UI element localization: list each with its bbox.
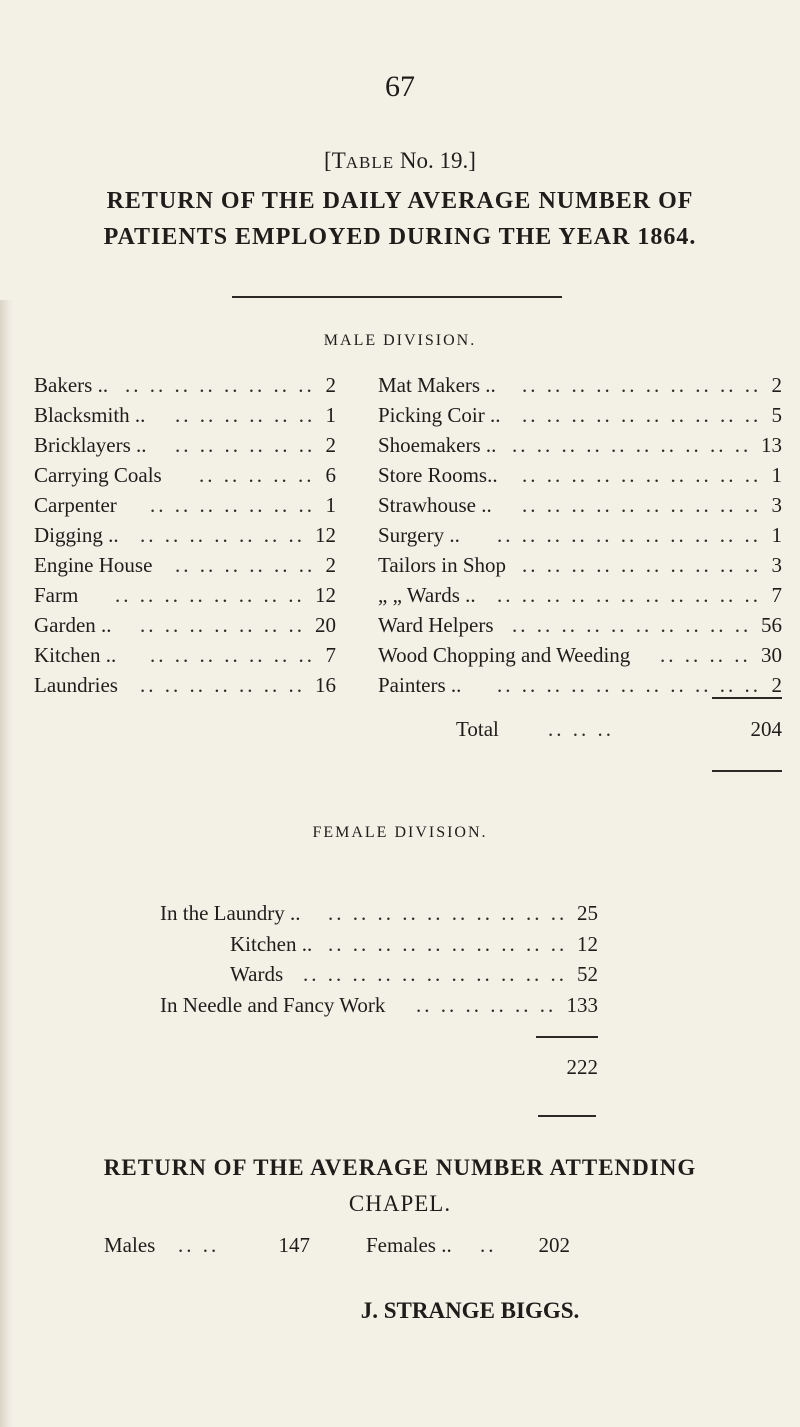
male-left-row <box>34 370 336 400</box>
total-upper-rule <box>712 697 782 699</box>
male-total-value: 204 <box>750 717 782 741</box>
chapel-attendance-row <box>0 1230 800 1260</box>
row-value: 2 <box>771 673 782 697</box>
chapel-females-value: 202 <box>538 1233 570 1257</box>
row-label: In the Laundry .. <box>160 901 301 925</box>
row-label: Painters .. <box>378 673 462 697</box>
chapel-males-dots: .. .. <box>178 1233 220 1257</box>
row-label: Wards <box>230 962 284 986</box>
title-divider <box>232 296 562 298</box>
leader-dots: .. .. .. .. .. .. .. <box>140 613 305 637</box>
row-value: 7 <box>771 583 782 607</box>
male-right-row <box>378 550 782 580</box>
chapel-heading-line-2: CHAPEL. <box>348 1191 452 1216</box>
row-label: Engine House <box>34 553 153 577</box>
row-value: 7 <box>325 643 336 667</box>
row-value: 1 <box>771 463 782 487</box>
row-value: 2 <box>325 433 336 457</box>
chapel-heading-line-1: RETURN OF THE AVERAGE NUMBER ATTENDING <box>103 1155 697 1180</box>
male-left-row <box>34 460 336 490</box>
leader-dots: .. .. .. .. .. .. .. .. .. .. .. <box>303 962 567 986</box>
chapel-males-value: 147 <box>278 1233 310 1257</box>
row-value: 12 <box>577 931 598 956</box>
chapel-males-label: Males <box>104 1233 156 1257</box>
female-total-value: 222 <box>566 1055 598 1079</box>
chapel-females-dots: .. <box>480 1233 497 1257</box>
leader-dots: .. .. .. .. .. .. .. .. .. .. <box>522 463 762 487</box>
row-label: Garden .. <box>34 613 112 637</box>
male-total-dots: .. .. .. <box>548 717 614 741</box>
row-value: 6 <box>325 463 336 487</box>
leader-dots: .. .. .. .. .. .. <box>175 433 316 457</box>
male-right-row <box>378 580 782 610</box>
leader-dots: .. .. .. .. .. .. .. .. .. .. <box>522 403 762 427</box>
row-label: Kitchen .. <box>230 931 313 956</box>
row-value: 2 <box>325 373 336 397</box>
male-left-row <box>34 400 336 430</box>
row-value: 16 <box>315 673 336 697</box>
leader-dots: .. .. .. .. .. .. .. .. .. .. <box>522 373 762 397</box>
row-label: Wood Chopping and Weeding <box>378 643 631 667</box>
leader-dots: .. .. .. .. .. .. .. .. .. .. .. <box>497 673 761 697</box>
leader-dots: .. .. .. .. .. .. <box>416 992 557 1017</box>
row-label: Carrying Coals <box>34 463 162 487</box>
male-left-row <box>34 430 336 460</box>
row-label: Shoemakers .. <box>378 433 497 457</box>
leader-dots: .. .. .. .. .. .. .. .. <box>125 373 315 397</box>
row-value: 12 <box>315 523 336 547</box>
male-left-row <box>34 550 336 580</box>
row-value: 20 <box>315 613 336 637</box>
female-total-upper-rule <box>536 1036 598 1038</box>
row-value: 2 <box>325 553 336 577</box>
row-value: 133 <box>566 992 598 1017</box>
row-label: Kitchen .. <box>34 643 117 667</box>
row-value: 12 <box>315 583 336 607</box>
male-right-row <box>378 460 782 490</box>
male-right-row <box>378 520 782 550</box>
row-label: Blacksmith .. <box>34 403 146 427</box>
male-right-row <box>378 430 782 460</box>
row-label: Digging .. <box>34 523 119 547</box>
male-left-row <box>34 640 336 670</box>
chapel-females-label: Females .. <box>366 1233 452 1257</box>
leader-dots: .. .. .. .. .. .. .. .. .. .. <box>512 613 752 637</box>
row-label: Laundries <box>34 673 118 697</box>
male-right-row <box>378 610 782 640</box>
row-label: Mat Makers .. <box>378 373 496 397</box>
female-row <box>230 959 598 989</box>
male-left-row <box>34 490 336 520</box>
leader-dots: .. .. .. .. .. .. .. .. .. .. <box>328 901 568 925</box>
male-total-label: Total <box>456 717 499 741</box>
row-label: Store Rooms.. <box>378 463 498 487</box>
row-value: 25 <box>577 901 598 925</box>
female-row <box>160 990 598 1020</box>
row-label: Bakers .. <box>34 373 109 397</box>
leader-dots: .. .. .. .. .. .. .. .. .. .. <box>522 493 762 517</box>
male-right-row <box>378 670 782 700</box>
title-line-2: PATIENTS EMPLOYED DURING THE YEAR 1864. <box>103 224 697 250</box>
row-value: 1 <box>325 493 336 517</box>
male-left-row <box>34 670 336 700</box>
row-value: 52 <box>577 962 598 986</box>
female-row <box>160 898 598 928</box>
leader-dots: .. .. .. .. .. .. <box>175 553 316 577</box>
leader-dots: .. .. .. .. .. .. .. <box>150 643 315 667</box>
male-right-row <box>378 400 782 430</box>
leader-dots: .. .. .. .. .. .. .. .. .. .. <box>328 931 568 956</box>
row-label: Bricklayers .. <box>34 433 147 457</box>
row-label: „ „ Wards .. <box>378 583 476 607</box>
male-total-row <box>0 714 800 744</box>
leader-dots: .. .. .. .. .. .. .. .. .. .. .. <box>497 583 761 607</box>
row-value: 13 <box>761 433 782 457</box>
leader-dots: .. .. .. .. .. .. .. .. .. .. .. <box>497 523 761 547</box>
row-label: Ward Helpers <box>378 613 494 637</box>
leader-dots: .. .. .. .. .. <box>199 463 315 487</box>
leader-dots: .. .. .. .. .. .. .. .. .. .. <box>522 553 762 577</box>
female-row <box>230 929 598 959</box>
row-label: Carpenter <box>34 493 117 517</box>
row-label: Strawhouse .. <box>378 493 492 517</box>
leader-dots: .. .. .. .. .. .. .. <box>140 673 305 697</box>
male-left-row <box>34 610 336 640</box>
leader-dots: .. .. .. .. .. .. <box>175 403 316 427</box>
row-value: 5 <box>771 403 782 427</box>
male-left-row <box>34 580 336 610</box>
leader-dots: .. .. .. .. .. .. .. .. <box>115 583 305 607</box>
row-value: 2 <box>771 373 782 397</box>
row-label: Surgery .. <box>378 523 460 547</box>
female-total-lower-rule <box>538 1115 596 1117</box>
title-line-1: RETURN OF THE DAILY AVERAGE NUMBER OF <box>106 188 694 214</box>
total-lower-rule <box>712 770 782 772</box>
signature: J. STRANGE BIGGS. <box>360 1298 580 1323</box>
row-label: Tailors in Shop <box>378 553 507 577</box>
row-value: 3 <box>771 553 782 577</box>
leader-dots: .. .. .. .. .. .. .. <box>140 523 305 547</box>
male-right-row <box>378 370 782 400</box>
male-right-row <box>378 490 782 520</box>
row-value: 56 <box>761 613 782 637</box>
male-left-row <box>34 520 336 550</box>
page-number: 67 <box>385 70 415 103</box>
row-value: 1 <box>771 523 782 547</box>
male-right-row <box>378 640 782 670</box>
leader-dots: .. .. .. .. .. .. .. .. .. .. <box>512 433 752 457</box>
leader-dots: .. .. .. .. <box>660 643 751 667</box>
table-label: [TABLE No. 19.] <box>324 148 476 173</box>
leader-dots: .. .. .. .. .. .. .. <box>150 493 315 517</box>
row-value: 30 <box>761 643 782 667</box>
row-label: Farm <box>34 583 79 607</box>
row-value: 3 <box>771 493 782 517</box>
row-label: Picking Coir .. <box>378 403 501 427</box>
male-division-heading: MALE DIVISION. <box>323 332 477 349</box>
row-value: 1 <box>325 403 336 427</box>
female-division-heading: FEMALE DIVISION. <box>312 824 488 841</box>
row-label: In Needle and Fancy Work <box>160 992 386 1017</box>
